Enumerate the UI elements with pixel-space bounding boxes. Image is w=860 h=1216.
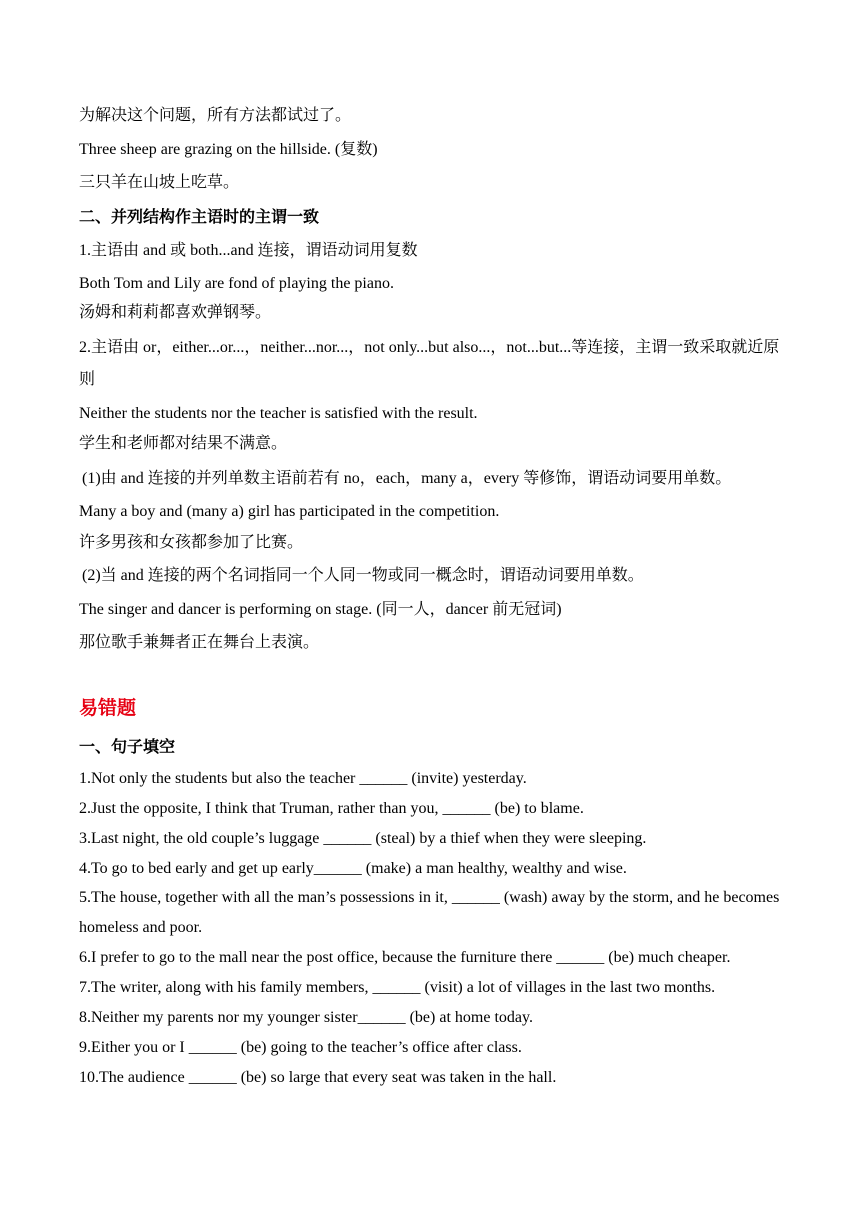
exercise-item: 1.Not only the students but also the teacher ______ (invite) yesterday. bbox=[79, 770, 527, 787]
example-zh-line: 为解决这个问题，所有方法都试过了。 bbox=[79, 107, 352, 124]
exercise-item: 9.Either you or I ______ (be) going to the teacher’s office after class. bbox=[79, 1039, 522, 1056]
example-en-line: Many a boy and (many a) girl has participated in the competition. bbox=[79, 503, 500, 520]
section-heading: 二、并列结构作主语时的主谓一致 bbox=[79, 207, 320, 226]
exercise-item: 4.To go to bed early and get up early______ (make) a man healthy, wealthy and wise. bbox=[79, 860, 627, 877]
exercise-item: 10.The audience ______ (be) so large that every seat was taken in the hall. bbox=[79, 1069, 557, 1086]
exercise-title: 易错题 bbox=[79, 697, 137, 719]
example-zh-line: 许多男孩和女孩都参加了比赛。 bbox=[79, 534, 304, 551]
rule-line: 2.主语由 or，either...or...，neither...nor...，not only...but also...，not...but...等连接，主谓一致采取就近原则 bbox=[79, 339, 780, 388]
exercise-item: 5.The house, together with all the man’s possessions in it, ______ (wash) away by the storm, and he becomes homeless and poor. bbox=[79, 889, 780, 936]
exercise-item: 7.The writer, along with his family members, ______ (visit) a lot of villages in the last two months. bbox=[79, 979, 716, 996]
example-zh-line: 学生和老师都对结果不满意。 bbox=[79, 435, 288, 452]
note-line: (2)当 and 连接的两个名词指同一个人同一物或同一概念时，谓语动词要用单数。 bbox=[82, 567, 644, 584]
example-zh-line: 汤姆和莉莉都喜欢弹钢琴。 bbox=[79, 304, 272, 321]
section-heading: 一、句子填空 bbox=[79, 737, 176, 756]
exercise-item: 3.Last night, the old couple’s luggage ______ (steal) by a thief when they were sleeping. bbox=[79, 830, 647, 847]
rule-line: 1.主语由 and 或 both...and 连接，谓语动词用复数 bbox=[79, 242, 418, 259]
example-en-line: The singer and dancer is performing on stage. (同一人，dancer 前无冠词) bbox=[79, 601, 562, 618]
exercise-item: 6.I prefer to go to the mall near the post office, because the furniture there ______ (be) much cheaper. bbox=[79, 949, 731, 966]
example-en-line: Neither the students nor the teacher is satisfied with the result. bbox=[79, 405, 478, 422]
note-line: (1)由 and 连接的并列单数主语前若有 no，each，many a，every 等修饰，谓语动词要用单数。 bbox=[82, 470, 732, 487]
example-zh-line: 三只羊在山坡上吃草。 bbox=[79, 174, 240, 191]
example-zh-line: 那位歌手兼舞者正在舞台上表演。 bbox=[79, 634, 320, 651]
example-en-line: Three sheep are grazing on the hillside. (复数) bbox=[79, 141, 378, 158]
exercise-item: 8.Neither my parents nor my younger sister______ (be) at home today. bbox=[79, 1009, 533, 1026]
example-en-line: Both Tom and Lily are fond of playing the piano. bbox=[79, 275, 394, 292]
exercise-item: 2.Just the opposite, I think that Truman, rather than you, ______ (be) to blame. bbox=[79, 800, 584, 817]
